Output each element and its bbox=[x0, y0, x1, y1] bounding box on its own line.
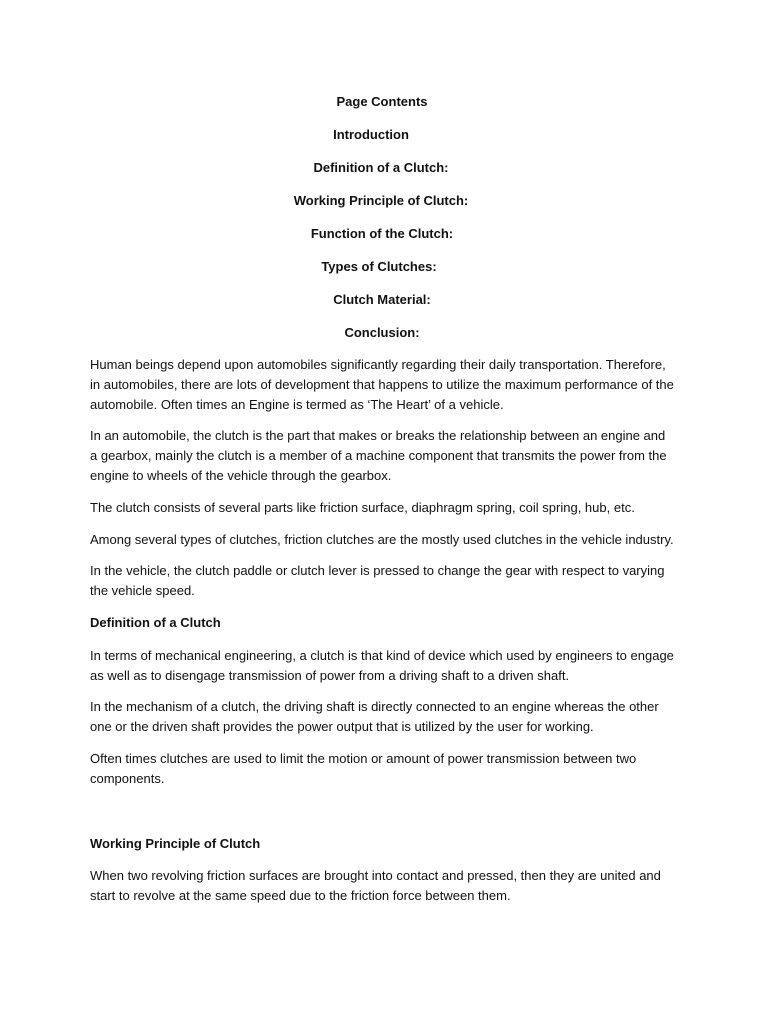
blank-line-spacer bbox=[90, 801, 674, 834]
toc-item-working-principle: Working Principle of Clutch: bbox=[293, 193, 469, 208]
introduction-section bbox=[90, 355, 674, 601]
definition-paragraph-1: In terms of mechanical engineering, a clutch is that kind of device which used by engineers to engage as well as to disengage transmission of power from a driving shaft to a driven shaft. bbox=[90, 647, 674, 683]
working-principle-paragraph-1: When two revolving friction surfaces are brought into contact and pressed, then they are united and start to revolve at the same speed due to the friction force between them. bbox=[90, 868, 661, 904]
definition-heading: Definition of a Clutch bbox=[90, 614, 221, 630]
intro-paragraph-1: Human beings depend upon automobiles significantly regarding their daily transportation. Therefore, in automobiles, there are lots of development that happens to utilize the maximum performance of the automobile. Often times an Engine is termed as ‘The Heart’ of a vehicle. bbox=[90, 357, 674, 412]
intro-paragraph-5: In the vehicle, the clutch paddle or clutch lever is pressed to change the gear with respect to varying the vehicle speed. bbox=[90, 563, 665, 599]
definition-paragraph-3: Often times clutches are used to limit the motion or amount of power transmission between two components. bbox=[90, 750, 637, 786]
toc-item-conclusion: Conclusion: bbox=[344, 325, 420, 340]
working-principle-section bbox=[90, 834, 674, 906]
toc-item-introduction: Introduction bbox=[333, 127, 409, 142]
toc-item-material: Clutch Material: bbox=[333, 292, 431, 307]
intro-paragraph-4: Among several types of clutches, friction clutches are the mostly used clutches in the vehicle industry. bbox=[90, 531, 674, 547]
intro-paragraph-3: The clutch consists of several parts like friction surface, diaphragm spring, coil spring, hub, etc. bbox=[90, 499, 635, 515]
table-of-contents bbox=[90, 92, 674, 342]
definition-section bbox=[90, 613, 674, 789]
toc-title: Page Contents bbox=[336, 94, 428, 109]
toc-item-types: Types of Clutches: bbox=[321, 259, 437, 274]
working-principle-heading: Working Principle of Clutch bbox=[90, 835, 261, 851]
intro-paragraph-2: In an automobile, the clutch is the part that makes or breaks the relationship between an engine and a gearbox, mainly the clutch is a member of a machine component that transmits the power from the engine to wheels of the vehicle through the gearbox. bbox=[90, 428, 667, 483]
toc-item-function: Function of the Clutch: bbox=[310, 226, 454, 241]
toc-item-definition: Definition of a Clutch: bbox=[313, 160, 449, 175]
definition-paragraph-2: In the mechanism of a clutch, the driving shaft is directly connected to an engine whereas the other one or the driven shaft provides the power output that is utilized by the user for working. bbox=[90, 699, 659, 735]
